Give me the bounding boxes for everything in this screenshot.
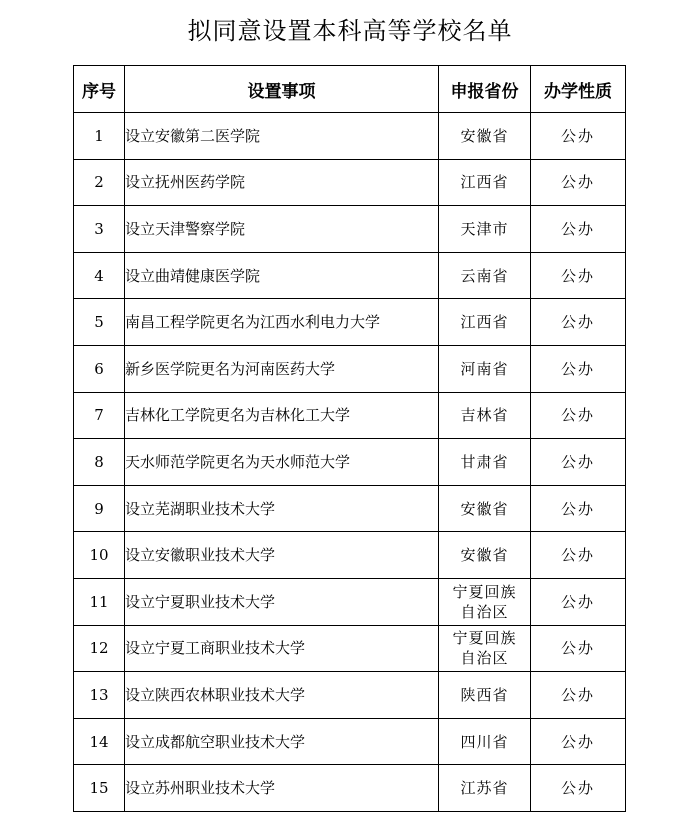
row-index: 8 [74, 439, 125, 486]
row-item: 设立曲靖健康医学院 [125, 252, 439, 299]
document-title: 拟同意设置本科高等学校名单 [187, 17, 513, 45]
table-row [74, 113, 626, 160]
row-index: 14 [74, 718, 125, 765]
header-nature: 办学性质 [531, 66, 626, 113]
row-index: 13 [74, 672, 125, 719]
row-index: 5 [74, 299, 125, 346]
row-item: 新乡医学院更名为河南医药大学 [125, 345, 439, 392]
row-item: 设立陕西农林职业技术大学 [125, 672, 439, 719]
row-province: 宁夏回族 自治区 [439, 578, 531, 625]
row-province: 安徽省 [439, 532, 531, 579]
header-province: 申报省份 [439, 66, 531, 113]
row-province: 云南省 [439, 252, 531, 299]
row-index: 11 [74, 578, 125, 625]
row-nature: 公办 [531, 578, 626, 625]
table-row [74, 765, 626, 812]
table-row [74, 392, 626, 439]
row-item: 设立成都航空职业技术大学 [125, 718, 439, 765]
row-nature: 公办 [531, 252, 626, 299]
row-item: 吉林化工学院更名为吉林化工大学 [125, 392, 439, 439]
table-row [74, 625, 626, 672]
row-nature: 公办 [531, 345, 626, 392]
row-item: 设立宁夏工商职业技术大学 [125, 625, 439, 672]
row-item: 设立安徽第二医学院 [125, 113, 439, 160]
row-province: 宁夏回族 自治区 [439, 625, 531, 672]
row-province: 甘肃省 [439, 439, 531, 486]
row-province: 吉林省 [439, 392, 531, 439]
row-index: 12 [74, 625, 125, 672]
row-province: 河南省 [439, 345, 531, 392]
row-province: 江苏省 [439, 765, 531, 812]
table-row [74, 345, 626, 392]
table-row [74, 206, 626, 253]
row-nature: 公办 [531, 159, 626, 206]
row-nature: 公办 [531, 113, 626, 160]
row-item: 设立芜湖职业技术大学 [125, 485, 439, 532]
table-body [74, 113, 626, 812]
row-province: 陕西省 [439, 672, 531, 719]
row-item: 南昌工程学院更名为江西水利电力大学 [125, 299, 439, 346]
row-index: 15 [74, 765, 125, 812]
row-nature: 公办 [531, 299, 626, 346]
row-nature: 公办 [531, 625, 626, 672]
row-nature: 公办 [531, 485, 626, 532]
row-item: 设立安徽职业技术大学 [125, 532, 439, 579]
row-index: 7 [74, 392, 125, 439]
header-item: 设置事项 [125, 66, 439, 113]
row-nature: 公办 [531, 532, 626, 579]
schools-table [73, 65, 626, 812]
row-province: 天津市 [439, 206, 531, 253]
row-index: 2 [74, 159, 125, 206]
row-province: 安徽省 [439, 113, 531, 160]
row-index: 6 [74, 345, 125, 392]
row-nature: 公办 [531, 439, 626, 486]
row-province: 江西省 [439, 159, 531, 206]
row-index: 10 [74, 532, 125, 579]
row-province: 安徽省 [439, 485, 531, 532]
table-row [74, 439, 626, 486]
table-row [74, 718, 626, 765]
row-nature: 公办 [531, 206, 626, 253]
table-header-row [74, 66, 626, 113]
table-row [74, 532, 626, 579]
row-item: 设立天津警察学院 [125, 206, 439, 253]
row-province: 江西省 [439, 299, 531, 346]
row-index: 1 [74, 113, 125, 160]
header-index: 序号 [74, 66, 125, 113]
row-item: 设立抚州医药学院 [125, 159, 439, 206]
table-row [74, 485, 626, 532]
row-province: 四川省 [439, 718, 531, 765]
row-index: 3 [74, 206, 125, 253]
row-index: 9 [74, 485, 125, 532]
row-index: 4 [74, 252, 125, 299]
row-nature: 公办 [531, 392, 626, 439]
row-item: 设立苏州职业技术大学 [125, 765, 439, 812]
row-nature: 公办 [531, 765, 626, 812]
table-row [74, 672, 626, 719]
table-row [74, 578, 626, 625]
table-row [74, 299, 626, 346]
row-nature: 公办 [531, 672, 626, 719]
row-nature: 公办 [531, 718, 626, 765]
row-item: 天水师范学院更名为天水师范大学 [125, 439, 439, 486]
table-row [74, 159, 626, 206]
row-item: 设立宁夏职业技术大学 [125, 578, 439, 625]
table-row [74, 252, 626, 299]
